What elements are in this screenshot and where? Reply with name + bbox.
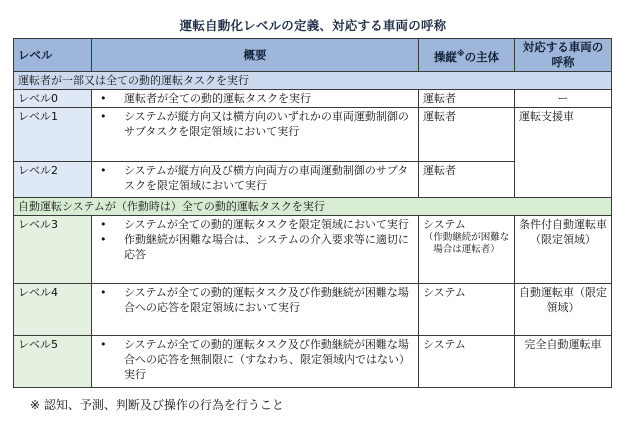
actor-cell: 運転者 xyxy=(419,90,515,108)
table-row xyxy=(14,216,612,284)
actor-cell: システム （作動継続が困難な場合は運転者） xyxy=(419,216,515,284)
list-item: • 作動継続が困難な場合は、システムの介入要求等に適切に応答 xyxy=(100,233,409,261)
footnote: ※ 認知、予測、判断及び操作の行為を行うこと xyxy=(30,398,284,412)
header-vehicle: 対応する車両の呼称 xyxy=(515,39,612,72)
level-cell: レベル5 xyxy=(14,336,92,388)
header-summary: 概要 xyxy=(92,39,419,72)
table-row xyxy=(14,336,612,388)
section-label: 運転者が一部又は全ての動的運転タスクを実行 xyxy=(14,72,612,90)
list-item: • システムが全ての動的運転タスクを限定領域において実行 xyxy=(100,218,409,231)
list-item: • システムが全ての動的運転タスク及び作動継続が困難な場合への応答を限定領域において実行 xyxy=(100,286,409,314)
bullet-icon: • xyxy=(100,338,107,351)
table-row xyxy=(14,284,612,336)
bullet-icon: • xyxy=(100,164,107,177)
vehicle-cell: 自動運転車（限定領域） xyxy=(515,284,612,336)
bullet-icon: • xyxy=(100,92,107,105)
actor-cell: 運転者 xyxy=(419,108,515,162)
levels-table xyxy=(13,38,612,388)
summary-cell xyxy=(92,284,419,336)
header-row xyxy=(14,39,612,72)
level-cell: レベル0 xyxy=(14,90,92,108)
summary-cell xyxy=(92,336,419,388)
level-cell: レベル1 xyxy=(14,108,92,162)
list-item: • システムが縦方向及び横方向両方の車両運動制御のサブタスクを限定領域において実行 xyxy=(100,164,409,192)
summary-cell xyxy=(92,216,419,284)
section-label: 自動運転システムが（作動時は）全ての動的運転タスクを実行 xyxy=(14,198,612,216)
bullet-icon: • xyxy=(100,110,107,123)
vehicle-cell: 完全自動運転車 xyxy=(515,336,612,388)
summary-cell xyxy=(92,108,419,162)
level-cell: レベル4 xyxy=(14,284,92,336)
header-actor: 操縦※の主体 xyxy=(419,39,515,72)
section-row-driver xyxy=(14,72,612,90)
table-title: 運転自動化レベルの定義、対応する車両の呼称 xyxy=(179,18,447,33)
actor-cell: 運転者 xyxy=(419,162,515,198)
summary-cell xyxy=(92,90,419,108)
list-item: • システムが縦方向又は横方向のいずれかの車両運動制御のサブタスクを限定領域において実行 xyxy=(100,110,409,138)
vehicle-cell: 条件付自動運転車（限定領域） xyxy=(515,216,612,284)
actor-cell: システム xyxy=(419,336,515,388)
level-cell: レベル3 xyxy=(14,216,92,284)
level-cell: レベル2 xyxy=(14,162,92,198)
bullet-icon: • xyxy=(100,233,107,246)
actor-note: （作動継続が困難な場合は運転者） xyxy=(423,232,510,255)
vehicle-cell: ー xyxy=(515,90,612,108)
header-level: レベル xyxy=(14,39,92,72)
list-item: • 運転者が全ての動的運転タスクを実行 xyxy=(100,92,311,105)
table-row xyxy=(14,108,612,162)
list-item: • システムが全ての動的運転タスク及び作動継続が困難な場合への応答を無制限に（すなわち、限定領域内ではない）実行 xyxy=(100,338,410,381)
vehicle-cell: 運転支援車 xyxy=(515,108,612,198)
actor-cell: システム xyxy=(419,284,515,336)
bullet-icon: • xyxy=(100,218,107,231)
bullet-icon: • xyxy=(100,286,107,299)
summary-cell xyxy=(92,162,419,198)
section-row-system xyxy=(14,198,612,216)
table-row xyxy=(14,90,612,108)
